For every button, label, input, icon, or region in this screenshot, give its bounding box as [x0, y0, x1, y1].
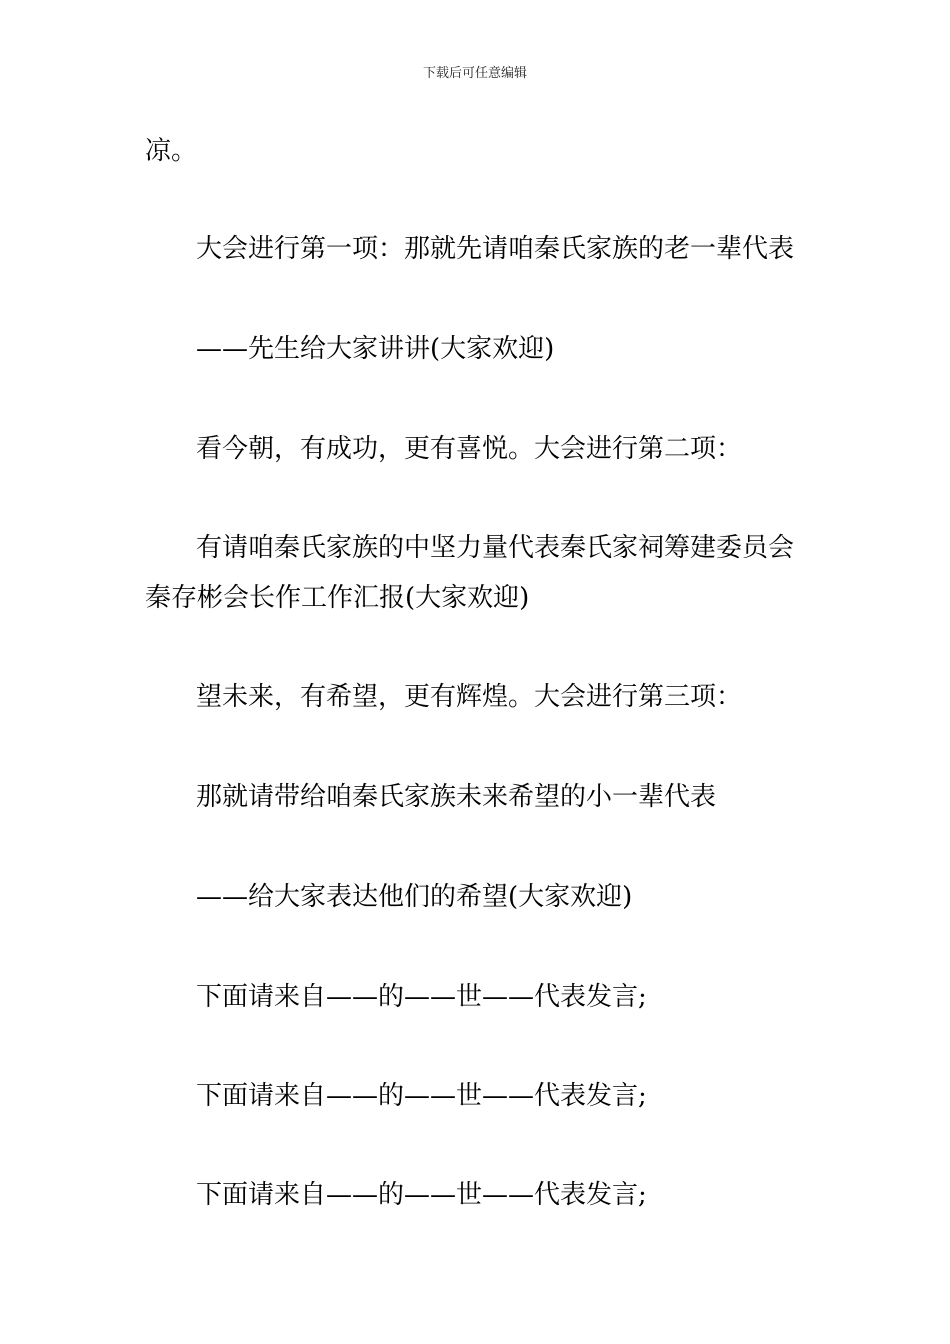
paragraph-line-6: 秦存彬会长作工作汇报(大家欢迎)	[145, 583, 530, 613]
page-header: 下载后可任意编辑	[422, 66, 527, 81]
paragraph-line-12: 下面请来自——的——世——代表发言;	[196, 1180, 647, 1210]
paragraph-line-1: 凉。	[145, 136, 198, 166]
paragraph-line-4: 看今朝，有成功，更有喜悦。大会进行第二项：	[196, 434, 743, 464]
paragraph-line-3: ——先生给大家讲讲(大家欢迎)	[196, 334, 555, 364]
paragraph-line-11: 下面请来自——的——世——代表发言;	[196, 1081, 647, 1111]
paragraph-line-9: ——给大家表达他们的希望(大家欢迎)	[196, 882, 633, 912]
paragraph-line-8: 那就请带给咱秦氏家族未来希望的小一辈代表	[196, 782, 717, 812]
paragraph-line-7: 望未来，有希望，更有辉煌。大会进行第三项：	[196, 682, 743, 712]
paragraph-line-5: 有请咱秦氏家族的中坚力量代表秦氏家祠筹建委员会	[196, 533, 795, 563]
paragraph-line-2: 大会进行第一项：那就先请咱秦氏家族的老一辈代表	[196, 234, 795, 264]
paragraph-line-10: 下面请来自——的——世——代表发言;	[196, 982, 647, 1012]
